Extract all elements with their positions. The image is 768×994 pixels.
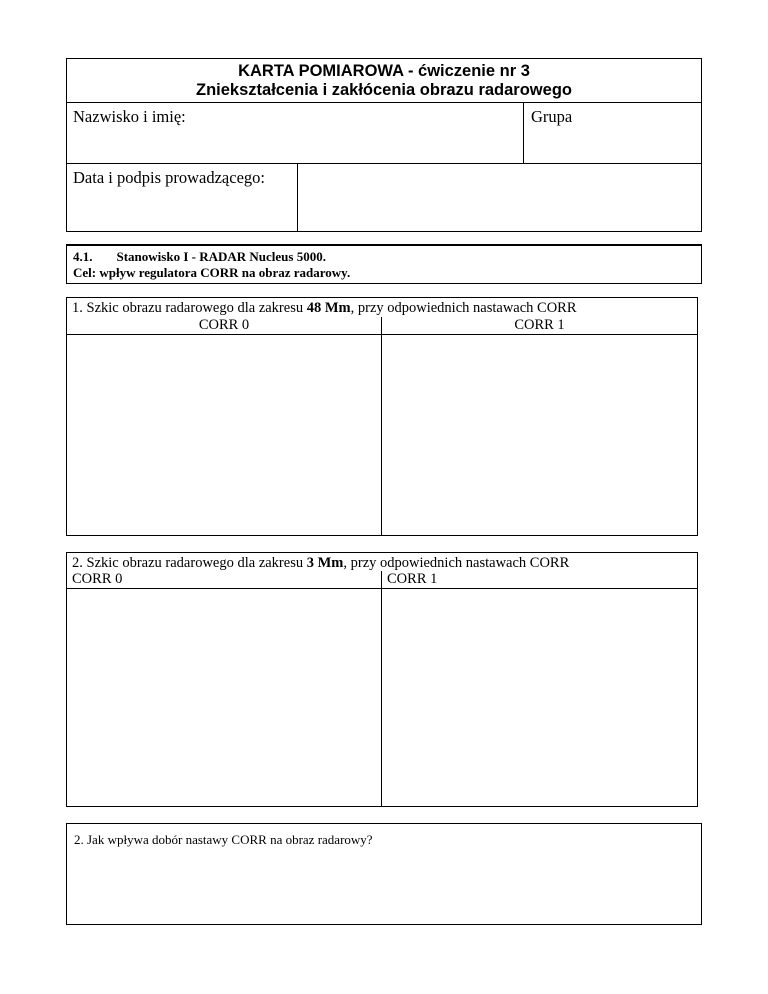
section-box [66,244,702,284]
header-table [66,58,702,232]
task2-col-corr1: CORR 1 [387,571,438,587]
date-row [67,164,701,231]
section-heading [73,249,326,265]
date-signature-field[interactable] [299,164,701,231]
task1-sketch-corr0[interactable] [67,336,381,535]
task1-header-row [67,317,697,335]
task2-sketch-corr0[interactable] [67,590,381,806]
name-field-label: Nazwisko i imię: [73,107,186,126]
section-title: Stanowisko I - RADAR Nucleus 5000. [116,249,326,264]
task2-range: 3 Mm [306,555,344,571]
name-row [67,103,701,164]
question-box[interactable] [66,823,702,925]
task2-caption: 2. Szkic obrazu radarowego dla zakresu 3 Mm, przy odpowiednich nastawach CORR [72,555,570,571]
section-number: 4.1. [73,249,93,264]
task1-col-corr0: CORR 0 [198,317,250,333]
page-title: KARTA POMIAROWA - ćwiczenie nr 3 [238,62,530,80]
title-row [67,59,701,103]
task1-caption: 1. Szkic obrazu radarowego dla zakresu 48 Mm, przy odpowiednich nastawach CORR [72,300,577,316]
task1-table [66,297,698,536]
question-text: 2. Jak wpływa dobór nastawy CORR na obraz radarowy? [74,832,373,847]
section-goal: Cel: wpływ regulatora CORR na obraz radarowy. [73,265,351,280]
task1-range: 48 Mm [306,300,351,316]
task2-header-row [67,571,697,589]
task2-table [66,552,698,807]
task1-col-corr1: CORR 1 [514,317,565,333]
date-signature-label: Data i podpis prowadzącego: [73,168,265,187]
page-subtitle: Zniekształcenia i zakłócenia obrazu radarowego [196,81,572,99]
task2-sketch-corr1[interactable] [382,590,697,806]
group-field[interactable] [525,103,701,163]
group-field-label: Grupa [531,107,573,126]
task2-col-corr0: CORR 0 [72,571,123,587]
task1-sketch-corr1[interactable] [382,336,697,535]
name-field[interactable] [67,103,524,163]
